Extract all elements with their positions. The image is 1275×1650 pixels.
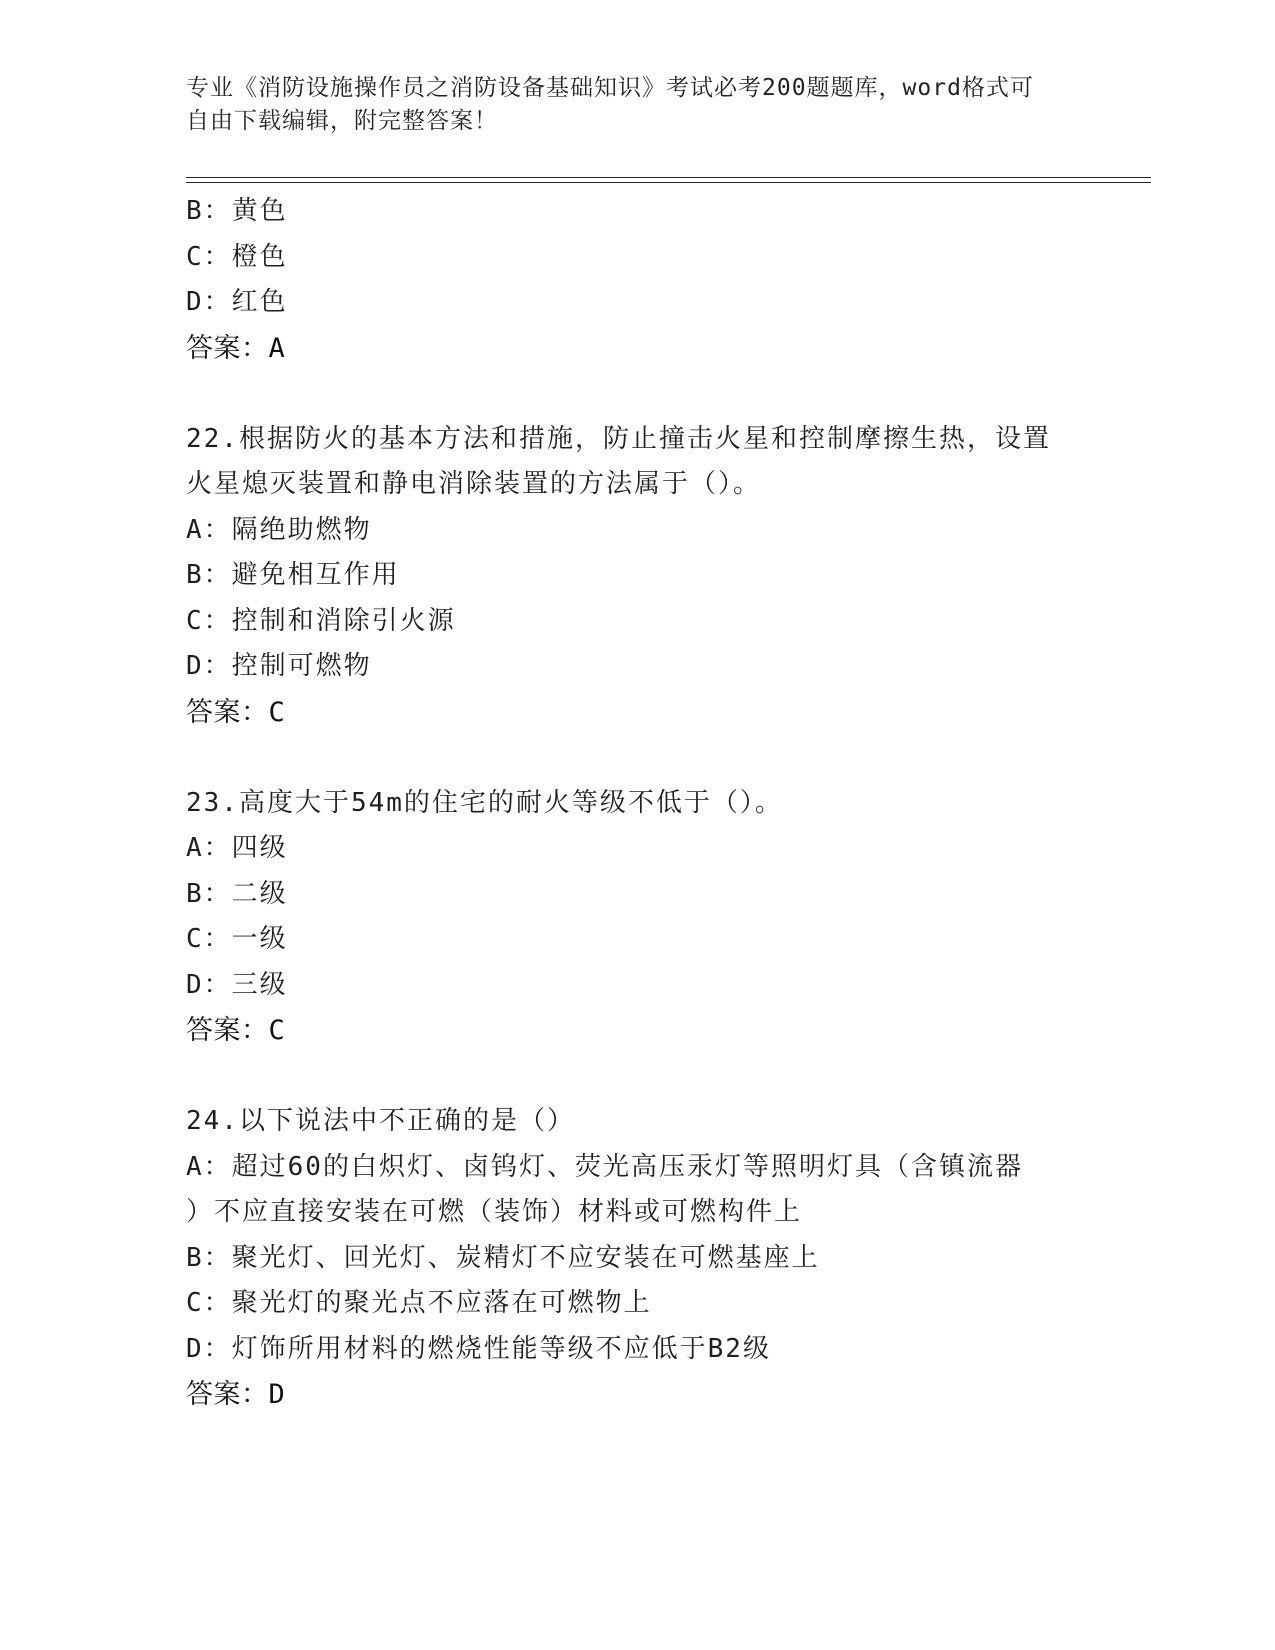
spacer	[186, 1054, 1146, 1100]
answer-label: 答案：	[186, 696, 269, 728]
option-b: B：聚光灯、回光灯、炭精灯不应安装在可燃基座上	[186, 1242, 820, 1273]
option-b: B：黄色	[186, 196, 288, 226]
option-c: C：一级	[186, 924, 288, 954]
option-a: A：四级	[186, 833, 288, 863]
option-a-continued: ）不应直接安装在可燃（装饰）材料或可燃构件上	[186, 1197, 803, 1227]
option-a: A：超过60的白炽灯、卤钨灯、荧光高压汞灯等照明灯具（含镇流器	[186, 1151, 1023, 1182]
question-stem: 23.高度大于54m的住宅的耐火等级不低于（）。	[186, 787, 783, 818]
header-line-1: 专业《消防设施操作员之消防设备基础知识》考试必考200题题库，word格式可	[186, 75, 1034, 101]
answer-label: 答案：	[186, 1379, 269, 1410]
question-23	[186, 781, 1146, 1054]
answer-line	[186, 690, 1146, 736]
option-c: C：控制和消除引火源	[186, 605, 456, 636]
option-a: A：隔绝助燃物	[186, 514, 372, 545]
answer-line	[186, 326, 1146, 372]
question-stem: 24.以下说法中不正确的是（）	[186, 1106, 575, 1136]
answer-key: D	[268, 1379, 286, 1410]
answer-key: C	[268, 1015, 286, 1046]
question-stem: 火星熄灭装置和静电消除装置的方法属于（）。	[186, 469, 762, 499]
question-content	[186, 189, 1146, 1418]
question-22	[186, 417, 1146, 736]
answer-key: C	[268, 696, 286, 728]
question-24	[186, 1099, 1146, 1418]
question-stem: 22.根据防火的基本方法和措施，防止撞击火星和控制摩擦生热，设置	[186, 423, 1051, 454]
spacer	[186, 371, 1146, 417]
answer-label: 答案：	[186, 1015, 269, 1046]
header-divider-bottom	[186, 182, 1151, 183]
question-21-tail	[186, 189, 1146, 371]
option-d: D：控制可燃物	[186, 651, 372, 681]
answer-label: 答案：	[186, 332, 269, 364]
option-c: C：聚光灯的聚光点不应落在可燃物上	[186, 1288, 652, 1318]
spacer	[186, 735, 1146, 781]
document-header	[186, 72, 1066, 138]
answer-key: A	[268, 332, 286, 364]
header-line-2: 自由下载编辑，附完整答案！	[186, 108, 498, 134]
option-b: B：避免相互作用	[186, 560, 400, 590]
option-d: D：红色	[186, 287, 288, 317]
option-b: B：二级	[186, 878, 288, 909]
answer-line	[186, 1008, 1146, 1054]
answer-line	[186, 1372, 1146, 1418]
option-d: D：三级	[186, 969, 288, 1000]
option-c: C：橙色	[186, 241, 288, 272]
header-divider-top	[186, 177, 1151, 178]
option-d: D：灯饰所用材料的燃烧性能等级不应低于B2级	[186, 1333, 771, 1364]
